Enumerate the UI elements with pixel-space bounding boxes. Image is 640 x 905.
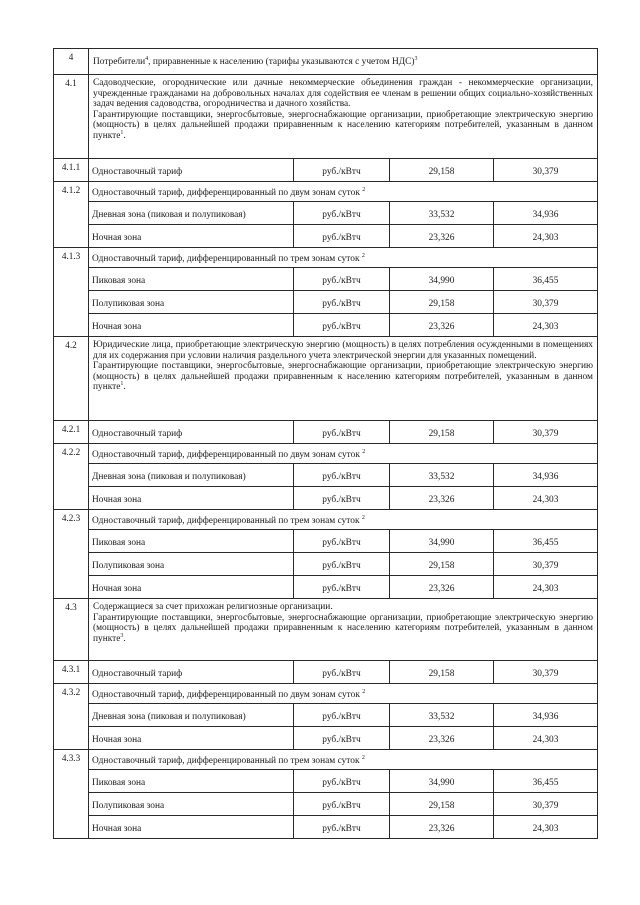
tariff-row xyxy=(54,661,598,684)
tariff-heading-text: Одноставочный тариф, дифференцированный по двум зонам суток xyxy=(92,690,360,701)
zone-row xyxy=(54,793,598,816)
zone-row xyxy=(54,202,598,225)
zone-unit: руб./кВтч xyxy=(294,793,390,816)
zone-row xyxy=(54,770,598,793)
tariff-table-body xyxy=(54,49,598,839)
zone-value-2: 24,303 xyxy=(494,727,598,750)
tariff-label: Одноставочный тариф xyxy=(89,661,294,684)
tariff-value-1: 29,158 xyxy=(390,421,494,444)
zone-unit: руб./кВтч xyxy=(294,225,390,248)
group-description xyxy=(89,599,598,661)
zone-label: Дневная зона (пиковая и полупиковая) xyxy=(89,464,294,487)
row-number: 4.2.1 xyxy=(54,421,89,444)
group-description-paragraph xyxy=(93,602,593,613)
tariff-heading-row xyxy=(54,750,598,770)
zone-value-1: 29,158 xyxy=(390,553,494,576)
zone-row xyxy=(54,553,598,576)
zone-unit: руб./кВтч xyxy=(294,464,390,487)
zone-label: Пиковая зона xyxy=(89,530,294,553)
zone-value-2: 36,455 xyxy=(494,268,598,291)
row-number: 4.2.3 xyxy=(54,510,89,599)
tariff-label: Одноставочный тариф xyxy=(89,421,294,444)
group-description-paragraph xyxy=(93,78,593,110)
tariff-heading-row xyxy=(54,684,598,704)
group-description-text: Садоводческие, огороднические или дачные некоммерческие объединения граждан - некоммерческие организации, учрежденные гражданами на добровольных началах для содействия ее членам в решении общих социально-хозяйственных задач ведения садоводства, огородничества и дачного хозяйства. xyxy=(93,78,593,110)
tariff-heading xyxy=(89,248,598,268)
zone-row xyxy=(54,530,598,553)
tariff-heading-sup: 2 xyxy=(362,689,366,696)
zone-row xyxy=(54,487,598,510)
group-description-text: Содержащиеся за счет прихожан религиозные организации. xyxy=(93,602,333,612)
group-description-row xyxy=(54,337,598,421)
zone-label: Полупиковая зона xyxy=(89,291,294,314)
zone-value-1: 34,990 xyxy=(390,770,494,793)
tariff-value-2: 30,379 xyxy=(494,159,598,182)
group-description xyxy=(89,337,598,421)
zone-label: Дневная зона (пиковая и полупиковая) xyxy=(89,202,294,225)
zone-unit: руб./кВтч xyxy=(294,553,390,576)
section-header-row xyxy=(54,49,598,75)
zone-unit: руб./кВтч xyxy=(294,268,390,291)
tariff-heading-sup: 2 xyxy=(361,755,365,762)
tariff-heading-row xyxy=(54,510,598,530)
zone-value-2: 34,936 xyxy=(494,464,598,487)
zone-unit: руб./кВтч xyxy=(294,576,390,599)
zone-value-2: 36,455 xyxy=(494,770,598,793)
group-description-text: Гарантирующие поставщики, энергосбытовые, энергоснабжающие организации, приобретающие электрическую энергию (мощность) в целях дальнейшей продажи приравненным к населению категориям потребителей, указанным в данном пункте xyxy=(93,109,593,141)
zone-row xyxy=(54,576,598,599)
row-number: 4.1.2 xyxy=(54,182,89,248)
row-number: 4.2.2 xyxy=(54,444,89,510)
zone-value-2: 30,379 xyxy=(494,793,598,816)
group-number: 4.2 xyxy=(54,337,89,421)
zone-row xyxy=(54,464,598,487)
zone-unit: руб./кВтч xyxy=(294,816,390,839)
row-number: 4.3.1 xyxy=(54,661,89,684)
tariff-value-2: 30,379 xyxy=(494,421,598,444)
group-number: 4.1 xyxy=(54,75,89,159)
section-title-sup: 4 xyxy=(145,55,149,62)
zone-value-1: 23,326 xyxy=(390,727,494,750)
zone-value-1: 29,158 xyxy=(390,793,494,816)
zone-label: Ночная зона xyxy=(89,225,294,248)
tariff-heading-sup: 2 xyxy=(362,449,366,456)
zone-label: Ночная зона xyxy=(89,487,294,510)
zone-unit: руб./кВтч xyxy=(294,291,390,314)
section-number: 4 xyxy=(54,49,89,75)
tariff-unit: руб./кВтч xyxy=(294,421,390,444)
zone-value-1: 23,326 xyxy=(390,816,494,839)
zone-value-1: 33,532 xyxy=(390,704,494,727)
zone-value-1: 23,326 xyxy=(390,487,494,510)
section-title-text: Потребители xyxy=(93,56,146,67)
zone-row xyxy=(54,314,598,337)
tariff-value-1: 29,158 xyxy=(390,661,494,684)
section-title-suffix-sup: 3 xyxy=(414,55,418,62)
tariff-heading-text: Одноставочный тариф, дифференцированный по трем зонам суток xyxy=(92,254,360,265)
footnote-sup: 1 xyxy=(120,129,124,136)
zone-row xyxy=(54,225,598,248)
zone-value-2: 24,303 xyxy=(494,816,598,839)
group-number: 4.3 xyxy=(54,599,89,661)
zone-row xyxy=(54,291,598,314)
footnote-sup: 3 xyxy=(120,632,124,639)
zone-unit: руб./кВтч xyxy=(294,487,390,510)
zone-label: Ночная зона xyxy=(89,727,294,750)
group-description-paragraph: Гарантирующие поставщики, энергосбытовые, энергоснабжающие организации, приобретающие электрическую энергию (мощность) в целях дальнейшей продажи приравненным к населению категориям потребителей, указанным в данном пункте$^1$. xyxy=(93,361,593,393)
tariff-heading-row xyxy=(54,444,598,464)
zone-unit: руб./кВтч xyxy=(294,530,390,553)
zone-value-2: 36,455 xyxy=(494,530,598,553)
zone-value-1: 34,990 xyxy=(390,530,494,553)
row-number: 4.3.3 xyxy=(54,750,89,839)
tariff-heading-text: Одноставочный тариф, дифференцированный по трем зонам суток xyxy=(92,516,360,527)
tariff-heading-sup: 2 xyxy=(361,515,365,522)
row-number: 4.1.1 xyxy=(54,159,89,182)
group-description-row xyxy=(54,599,598,661)
zone-value-2: 30,379 xyxy=(494,291,598,314)
section-title-suffix: , приравненные к населению (тарифы указываются с учетом НДС) xyxy=(148,56,415,67)
zone-label: Пиковая зона xyxy=(89,770,294,793)
zone-row xyxy=(54,268,598,291)
zone-label: Ночная зона xyxy=(89,576,294,599)
tariff-heading xyxy=(89,684,598,704)
zone-value-2: 24,303 xyxy=(494,314,598,337)
row-number: 4.1.3 xyxy=(54,248,89,337)
zone-value-1: 33,532 xyxy=(390,202,494,225)
tariff-unit: руб./кВтч xyxy=(294,661,390,684)
tariff-heading-sup: 2 xyxy=(361,253,365,260)
zone-value-2: 34,936 xyxy=(494,202,598,225)
zone-label: Полупиковая зона xyxy=(89,553,294,576)
zone-label: Пиковая зона xyxy=(89,268,294,291)
tariff-row xyxy=(54,421,598,444)
zone-value-2: 24,303 xyxy=(494,487,598,510)
zone-value-2: 24,303 xyxy=(494,225,598,248)
tariff-heading-row xyxy=(54,248,598,268)
zone-unit: руб./кВтч xyxy=(294,704,390,727)
group-description-paragraph: Гарантирующие поставщики, энергосбытовые, энергоснабжающие организации, приобретающие электрическую энергию (мощность) в целях дальнейшей продажи приравненным к населению категориям потребителей, указанным в данном пункте$^3$. xyxy=(93,612,593,644)
tariff-heading-sup: 2 xyxy=(362,187,366,194)
zone-value-1: 29,158 xyxy=(390,291,494,314)
tariff-heading-text: Одноставочный тариф, дифференцированный по двум зонам суток xyxy=(92,450,360,461)
zone-unit: руб./кВтч xyxy=(294,202,390,225)
section-title xyxy=(89,49,598,75)
footnote-sup: 1 xyxy=(120,381,124,388)
tariff-row xyxy=(54,159,598,182)
tariff-heading-text: Одноставочный тариф, дифференцированный по двум зонам суток xyxy=(92,188,360,199)
zone-row xyxy=(54,816,598,839)
group-description-row xyxy=(54,75,598,159)
tariff-heading-row xyxy=(54,182,598,202)
tariff-value-2: 30,379 xyxy=(494,661,598,684)
zone-row xyxy=(54,727,598,750)
zone-row xyxy=(54,704,598,727)
zone-value-2: 24,303 xyxy=(494,576,598,599)
zone-label: Полупиковая зона xyxy=(89,793,294,816)
zone-value-1: 23,326 xyxy=(390,225,494,248)
tariff-label: Одноставочный тариф xyxy=(89,159,294,182)
zone-value-2: 30,379 xyxy=(494,553,598,576)
zone-value-1: 34,990 xyxy=(390,268,494,291)
tariff-value-1: 29,158 xyxy=(390,159,494,182)
tariff-heading xyxy=(89,510,598,530)
zone-value-1: 23,326 xyxy=(390,576,494,599)
zone-label: Дневная зона (пиковая и полупиковая) xyxy=(89,704,294,727)
zone-label: Ночная зона xyxy=(89,314,294,337)
zone-label: Ночная зона xyxy=(89,816,294,839)
tariff-heading xyxy=(89,444,598,464)
tariff-heading xyxy=(89,182,598,202)
zone-unit: руб./кВтч xyxy=(294,727,390,750)
group-description-text: Гарантирующие поставщики, энергосбытовые, энергоснабжающие организации, приобретающие электрическую энергию (мощность) в целях дальнейшей продажи приравненным к населению категориям потребителей, указанным в данном пункте xyxy=(93,612,593,644)
zone-value-1: 23,326 xyxy=(390,314,494,337)
tariff-table xyxy=(53,48,598,839)
zone-unit: руб./кВтч xyxy=(294,314,390,337)
group-description-paragraph xyxy=(93,340,593,361)
zone-value-2: 34,936 xyxy=(494,704,598,727)
zone-unit: руб./кВтч xyxy=(294,770,390,793)
group-description-text: Юридические лица, приобретающие электрическую энергию (мощность) в целях потребления осужденными в помещениях для их содержания при условии наличия раздельного учета электрической энергии для указанных помещений. xyxy=(93,340,593,361)
tariff-heading xyxy=(89,750,598,770)
zone-value-1: 33,532 xyxy=(390,464,494,487)
tariff-unit: руб./кВтч xyxy=(294,159,390,182)
row-number: 4.3.2 xyxy=(54,684,89,750)
group-description xyxy=(89,75,598,159)
tariff-heading-text: Одноставочный тариф, дифференцированный по трем зонам суток xyxy=(92,756,360,767)
group-description-text: Гарантирующие поставщики, энергосбытовые, энергоснабжающие организации, приобретающие электрическую энергию (мощность) в целях дальнейшей продажи приравненным к населению категориям потребителей, указанным в данном пункте xyxy=(93,361,593,393)
group-description-paragraph: Гарантирующие поставщики, энергосбытовые, энергоснабжающие организации, приобретающие электрическую энергию (мощность) в целях дальнейшей продажи приравненным к населению категориям потребителей, указанным в данном пункте$^1$. xyxy=(93,109,593,141)
